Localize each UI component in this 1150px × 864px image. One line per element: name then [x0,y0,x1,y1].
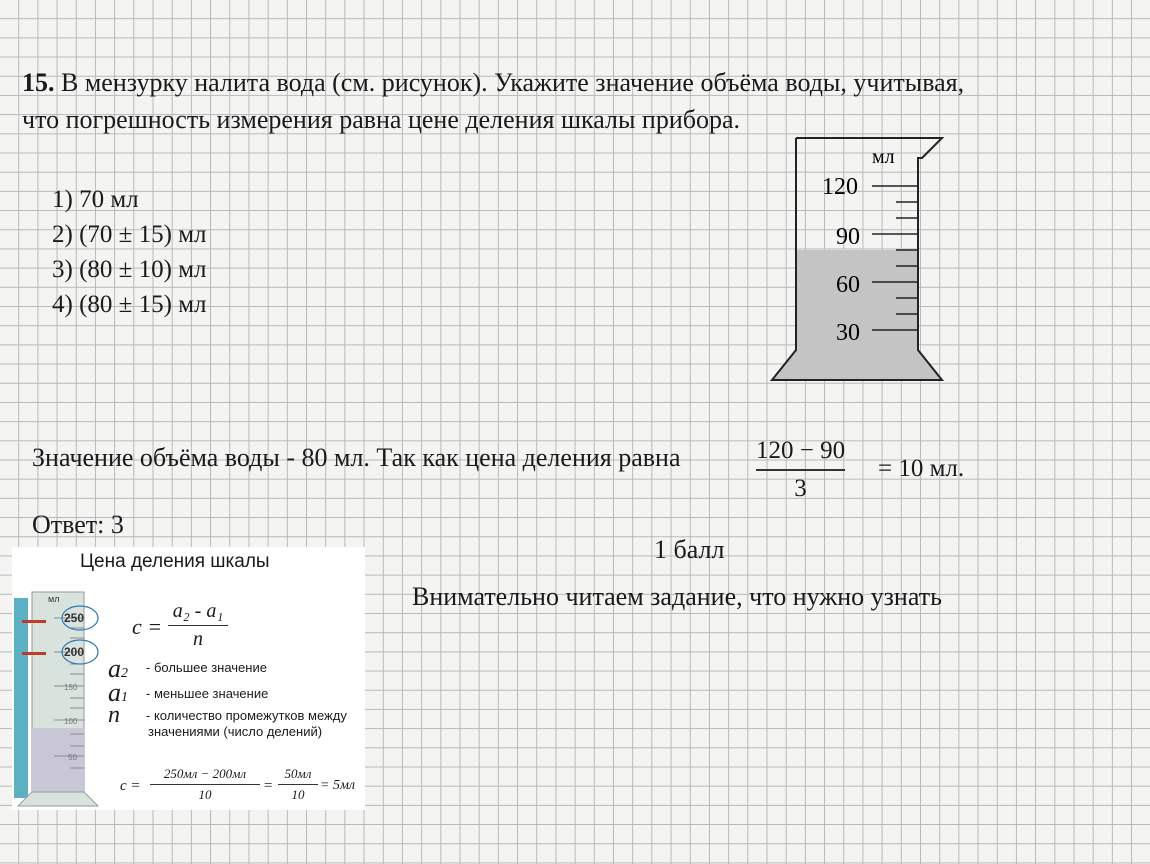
card-a2: a2 [108,654,128,683]
card-mark-50: 50 [68,753,77,762]
hint-text: Внимательно читаем задание, что нужно узнать [412,582,942,611]
card-n: n [108,702,120,728]
solution-result: = 10 мл. [878,455,965,482]
card-formula-den: n [193,628,203,650]
question-line-2: что погрешность измерения равна цене деления шкалы прибора. [22,105,741,134]
question-number: 15. [22,68,55,97]
card-mark-250: 250 [64,611,85,625]
beaker-label-60: 60 [836,272,860,298]
card-example-c: c = [120,778,141,794]
score-text: 1 балл [654,535,725,564]
beaker-label-90: 90 [836,224,860,250]
card-a1-desc: - меньшее значение [146,686,269,701]
card-a1: a1 [108,678,128,707]
card-example-den-2: 10 [291,787,305,802]
card-example-eq-1: = [264,778,273,794]
card-formula-num: a₂ - a₁ [172,600,224,622]
option-4: 4) (80 ± 15) мл [52,291,207,318]
option-1: 1) 70 мл [52,186,139,213]
solution-text: Значение объёма воды - 80 мл. Так как цена деления равна [32,443,681,472]
option-2: 2) (70 ± 15) мл [52,221,207,248]
card-mark-100: 100 [64,717,78,726]
card-cylinder [14,588,104,810]
fraction-numerator: 120 − 90 [756,437,846,464]
card-example-den-1: 10 [198,787,212,802]
beaker-diagram [760,130,960,390]
card-mark-200: 200 [64,645,85,659]
answer-text: Ответ: 3 [32,510,124,539]
fraction-denominator: 3 [794,474,807,502]
beaker-label-120: 120 [822,174,858,200]
card-n-desc-1: - количество промежутков между [146,708,347,723]
beaker-label-30: 30 [836,320,860,346]
card-example-num-2: 50мл [284,766,312,781]
card-example-fraction-2 [278,766,318,803]
card-n-desc-2: значениями (число делений) [148,724,323,739]
option-3: 3) (80 ± 10) мл [52,256,207,283]
card-cylinder-unit: мл [48,594,60,604]
solution-fraction [756,437,845,503]
beaker-unit: мл [872,146,895,168]
answer-options [52,182,207,322]
card-example-fraction-1 [150,766,260,803]
card-formula-fraction [168,600,228,651]
card-mark-150: 150 [64,683,78,692]
card-example-num-1: 250мл − 200мл [163,766,247,781]
card-a2-desc: - большее значение [146,660,267,675]
card-title: Цена деления шкалы [80,551,270,572]
card-example-result: = 5мл [320,778,355,793]
question-text [22,64,964,138]
beaker-water-base [772,350,942,380]
question-line-1: В мензурку налита вода (см. рисунок). Укажите значение объёма воды, учитывая, [61,68,965,97]
card-formula-c: c = [132,614,163,639]
